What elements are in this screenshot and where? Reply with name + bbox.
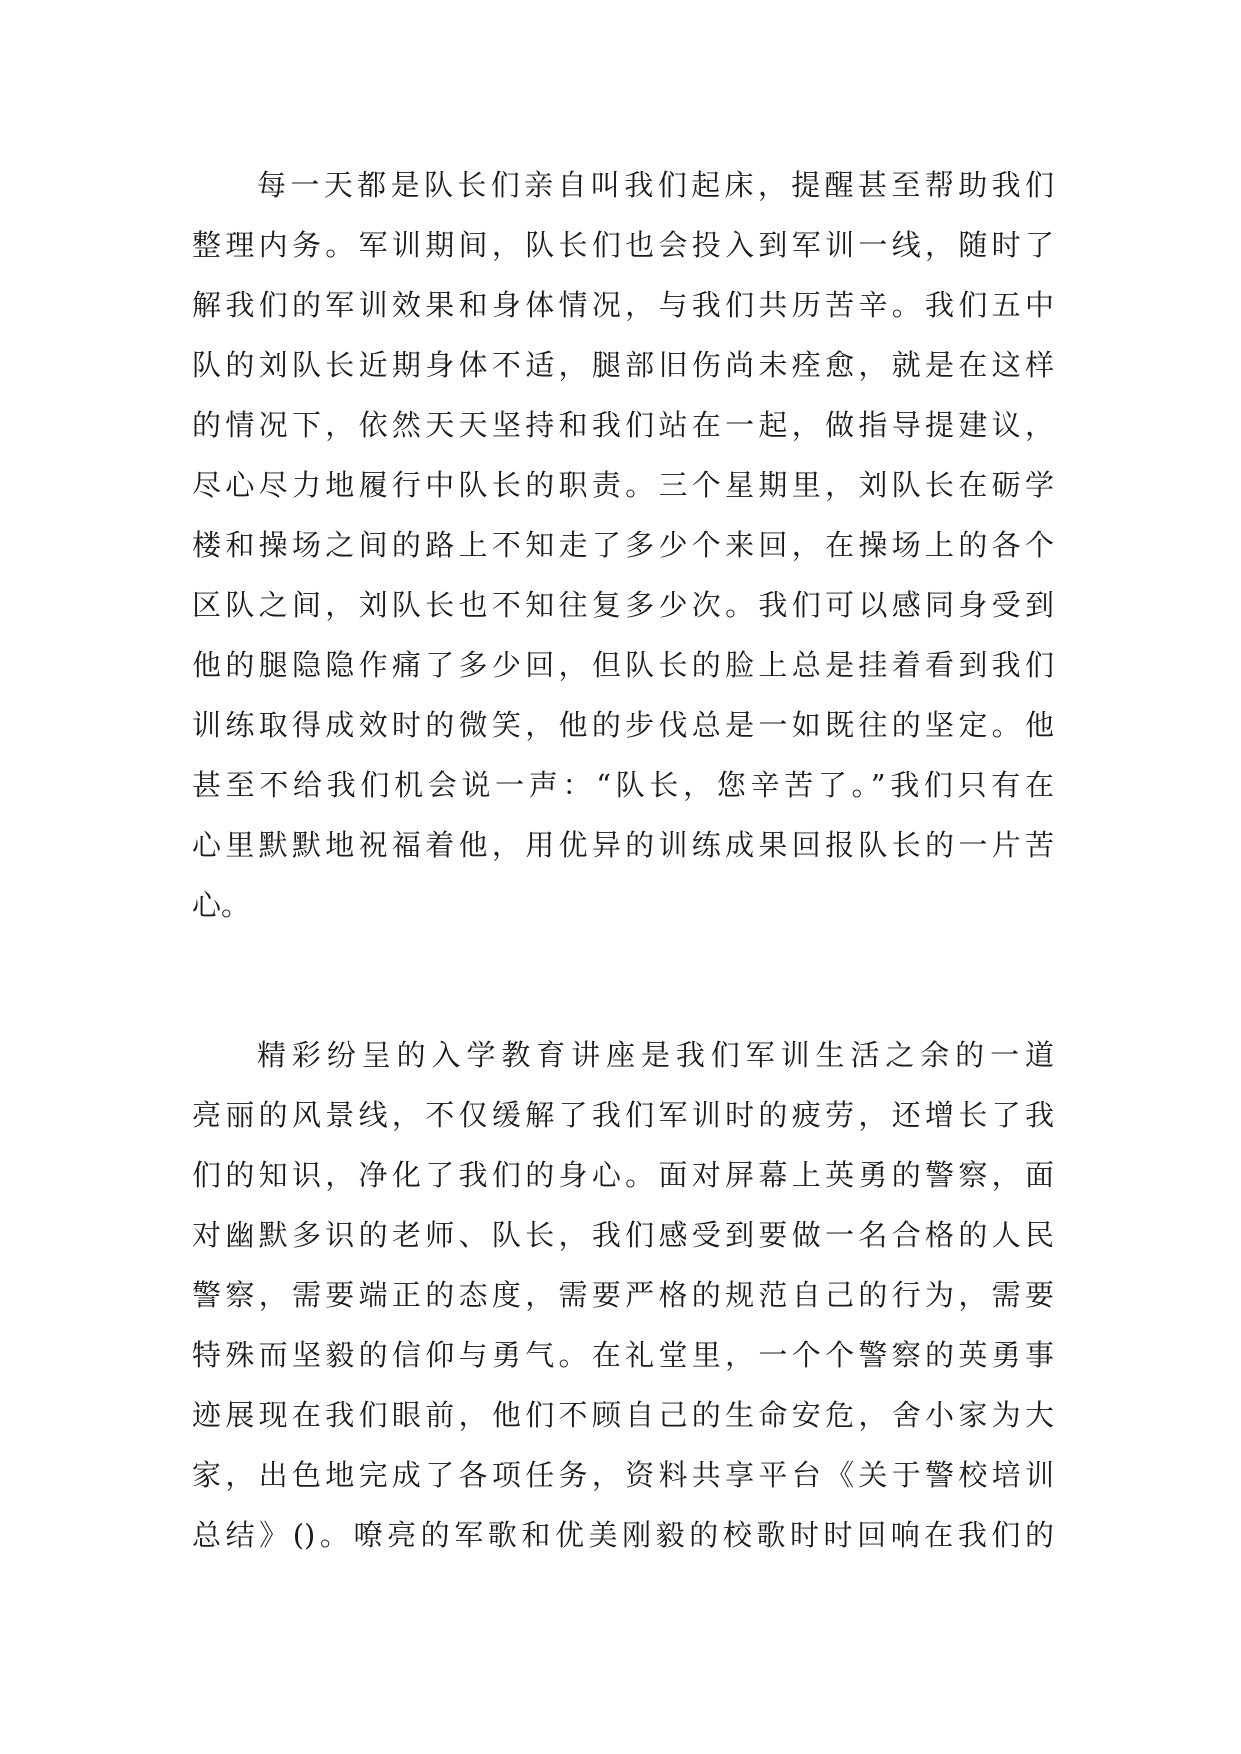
paragraph-1: [192, 155, 1054, 935]
text-line: 心。: [192, 888, 251, 922]
text-line: 心里默默地祝福着他，用优异的训练成果回报队长的一片苦: [192, 828, 1054, 862]
text-line: 队的刘队长近期身体不适，腿部旧伤尚未痊愈，就是在这样: [192, 348, 1054, 382]
text-line: 精彩纷呈的入学教育讲座是我们军训生活之余的一道: [257, 1038, 1054, 1072]
text-line: 特殊而坚毅的信仰与勇气。在礼堂里，一个个警察的英勇事: [192, 1338, 1054, 1372]
text-line: 区队之间，刘队长也不知往复多少次。我们可以感同身受到: [192, 588, 1054, 622]
text-line: 们的知识，净化了我们的身心。面对屏幕上英勇的警察，面: [192, 1158, 1054, 1192]
paragraph-2: [192, 1025, 1054, 1565]
text-line: 迹展现在我们眼前，他们不顾自己的生命安危，舍小家为大: [192, 1398, 1054, 1432]
text-line: 警察，需要端正的态度，需要严格的规范自己的行为，需要: [192, 1278, 1054, 1312]
text-line: 总结》()。嘹亮的军歌和优美刚毅的校歌时时回响在我们的: [192, 1518, 1054, 1552]
text-line: 整理内务。军训期间，队长们也会投入到军训一线，随时了: [192, 228, 1054, 262]
text-line: 亮丽的风景线，不仅缓解了我们军训时的疲劳，还增长了我: [192, 1098, 1054, 1132]
text-line: 解我们的军训效果和身体情况，与我们共历苦辛。我们五中: [192, 288, 1054, 322]
text-line: 对幽默多识的老师、队长，我们感受到要做一名合格的人民: [192, 1218, 1054, 1252]
text-line: 的情况下，依然天天坚持和我们站在一起，做指导提建议，: [192, 408, 1054, 442]
text-line: 训练取得成效时的微笑，他的步伐总是一如既往的坚定。他: [192, 708, 1054, 742]
text-line: 家，出色地完成了各项任务，资料共享平台《关于警校培训: [192, 1458, 1054, 1492]
text-line: 每一天都是队长们亲自叫我们起床，提醒甚至帮助我们: [257, 168, 1054, 202]
text-line: 他的腿隐隐作痛了多少回，但队长的脸上总是挂着看到我们: [192, 648, 1054, 682]
text-line: 楼和操场之间的路上不知走了多少个来回，在操场上的各个: [192, 528, 1054, 562]
text-line: 尽心尽力地履行中队长的职责。三个星期里，刘队长在砺学: [192, 468, 1054, 502]
text-line: 甚至不给我们机会说一声：“队长，您辛苦了。”我们只有在: [192, 768, 1054, 802]
